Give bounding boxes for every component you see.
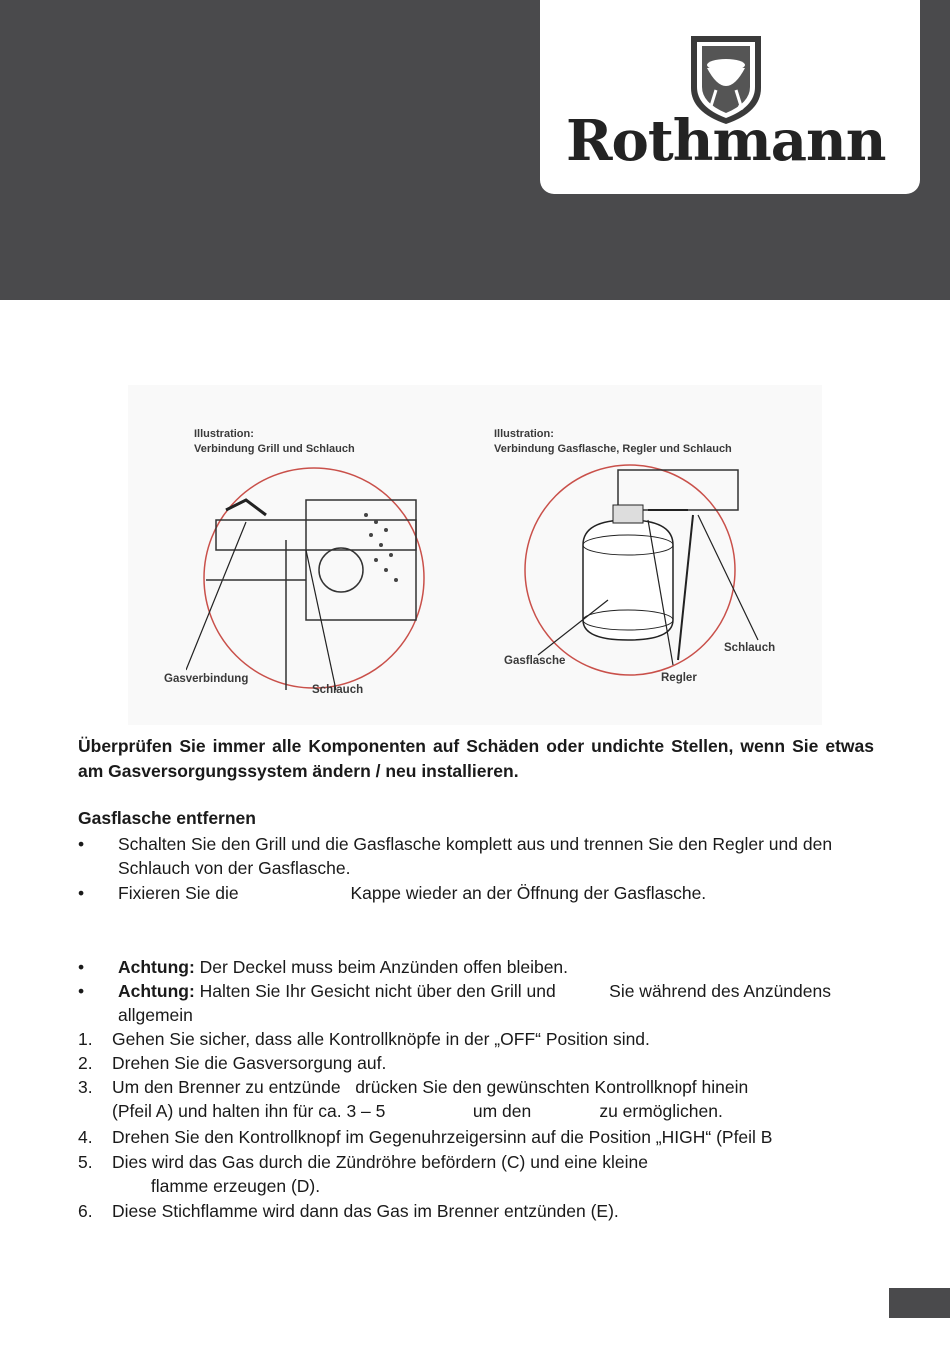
page-tab xyxy=(889,1288,950,1318)
list-item: • Achtung: Halten Sie Ihr Gesicht nicht über den Grill und Sie während des Anzündens allgemein xyxy=(78,981,836,1025)
label-regler: Regler xyxy=(661,672,697,684)
illustration-left-title: Illustration: Verbindung Grill und Schlauch xyxy=(194,428,355,455)
bullet-icon: • xyxy=(78,981,85,1001)
label-gasflasche: Gasflasche xyxy=(504,655,566,667)
warning-paragraph: Überprüfen Sie immer alle Komponenten auf Schäden oder undichte Stellen, wenn Sie etwas am Gasversorgungssystem ändern / neu installieren. xyxy=(78,736,874,781)
label-schlauch-left: Schlauch xyxy=(312,684,364,696)
section-heading: Gasflasche entfernen xyxy=(78,808,256,828)
step-item: 5. Dies wird das Gas durch die Zündröhre befördern (C) und eine kleine flamme erzeugen (D). xyxy=(78,1152,648,1196)
list-item: • Schalten Sie den Grill und die Gasflasche komplett aus und trennen Sie den Regler und den Schlauch von der Gasflasche. xyxy=(78,834,833,878)
illustration-area xyxy=(128,385,822,725)
illustration-right-title: Illustration: Verbindung Gasflasche, Regler und Schlauch xyxy=(494,428,732,455)
label-gasverbindung: Gasverbindung xyxy=(164,673,249,685)
bullet-icon: • xyxy=(78,957,85,977)
bullet-icon: • xyxy=(78,883,85,903)
grill-connection-illustration xyxy=(186,460,446,700)
step-item: 3. Um den Brenner zu entzünde drücken Sie den gewünschten Kontrollknopf hinein (Pfeil A) und halten ihn für ca. 3 – 5 um den zu ermöglichen. xyxy=(78,1077,749,1121)
bullet-icon: • xyxy=(78,834,85,854)
brand-name: Rothmann xyxy=(566,108,886,174)
label-schlauch-right: Schlauch xyxy=(724,642,776,654)
